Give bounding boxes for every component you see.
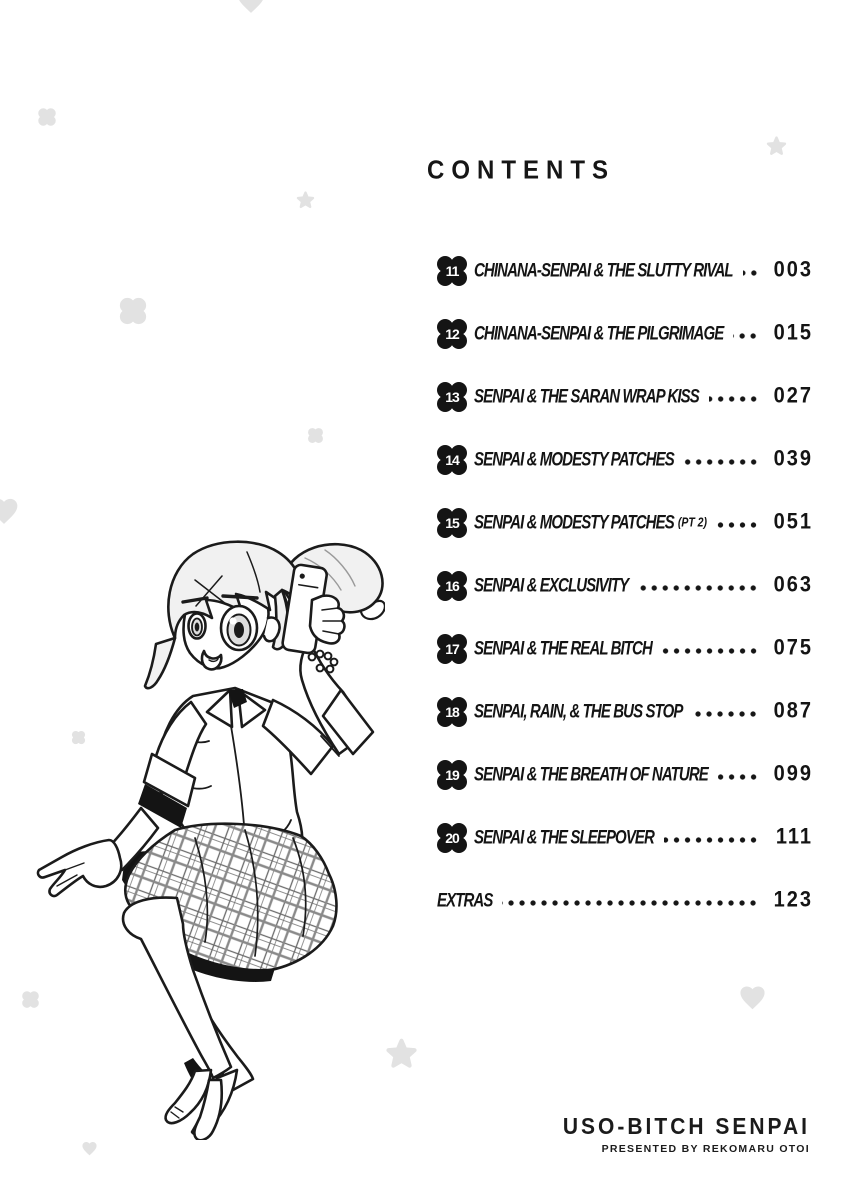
chapter-number: 18 <box>445 703 459 720</box>
leader-dots <box>638 580 759 596</box>
chapter-title: EXTRAS <box>437 889 493 912</box>
leader-dots <box>709 391 759 407</box>
chapter-title: SENPAI & EXCLUSIVITY <box>474 574 629 597</box>
book-credit: PRESENTED BY REKOMARU OTOI <box>601 1143 810 1155</box>
chapter-page-number: 087 <box>773 698 813 724</box>
chapter-number: 20 <box>445 829 459 846</box>
chapter-title-suffix: (PT 2) <box>677 515 707 530</box>
chapter-page-number: 051 <box>773 509 813 535</box>
toc-entry[interactable] <box>437 806 813 869</box>
chapter-title: SENPAI & THE BREATH OF NATURE <box>474 763 708 786</box>
chapter-page-number: 111 <box>775 824 813 850</box>
leader-dots <box>502 895 759 911</box>
leader-dots <box>662 643 759 659</box>
chapter-title: SENPAI & MODESTY PATCHES <box>474 511 674 534</box>
chapter-badge <box>437 760 467 790</box>
toc-entry[interactable] <box>437 743 813 806</box>
star-decoration-icon <box>296 191 315 210</box>
toc-entry[interactable] <box>437 428 813 491</box>
heart-decoration-icon <box>235 0 267 16</box>
chapter-number: 12 <box>445 325 459 342</box>
chapter-page-number: 063 <box>773 572 813 598</box>
clover-decoration-icon <box>37 107 57 127</box>
book-title: USO-BITCH SENPAI <box>562 1114 810 1140</box>
toc-entry[interactable] <box>437 365 813 428</box>
chapter-title: CHINANA-SENPAI & THE PILGRIMAGE <box>474 322 724 345</box>
toc-entry[interactable] <box>437 617 813 680</box>
heart-decoration-icon <box>738 983 767 1012</box>
chapter-badge <box>437 571 467 601</box>
chapter-page-number: 003 <box>773 257 813 283</box>
chapter-page-number: 099 <box>773 761 813 787</box>
chapter-badge <box>437 823 467 853</box>
chapter-number: 19 <box>445 766 459 783</box>
chapter-number: 14 <box>445 451 459 468</box>
leader-dots <box>718 769 759 785</box>
chapter-badge <box>437 634 467 664</box>
chapter-badge <box>437 508 467 538</box>
heart-decoration-icon <box>81 1140 98 1157</box>
leader-dots <box>664 832 759 848</box>
character-illustration <box>25 540 385 1140</box>
toc-entry[interactable] <box>437 869 813 932</box>
leader-dots <box>733 328 759 344</box>
leader-dots <box>717 517 759 533</box>
chapter-title: SENPAI & MODESTY PATCHES <box>474 448 674 471</box>
leader-dots <box>743 265 759 281</box>
chapter-title: SENPAI, RAIN, & THE BUS STOP <box>474 700 683 723</box>
chapter-page-number: 123 <box>773 887 813 913</box>
leader-dots <box>692 706 759 722</box>
page-title: CONTENTS <box>427 156 615 186</box>
chapter-number: 11 <box>445 262 459 279</box>
chapter-title: SENPAI & THE SLEEPOVER <box>474 826 654 849</box>
chapter-badge <box>437 445 467 475</box>
clover-decoration-icon <box>307 427 324 444</box>
chapter-badge <box>437 319 467 349</box>
toc-entry[interactable] <box>437 554 813 617</box>
chapter-page-number: 075 <box>773 635 813 661</box>
star-decoration-icon <box>385 1038 418 1071</box>
chapter-number: 16 <box>445 577 459 594</box>
chapter-badge <box>437 382 467 412</box>
toc-entry[interactable] <box>437 491 813 554</box>
chapter-number: 15 <box>445 514 459 531</box>
chapter-page-number: 027 <box>773 383 813 409</box>
toc-entry[interactable] <box>437 302 813 365</box>
chapter-title: CHINANA-SENPAI & THE SLUTTY RIVAL <box>474 259 733 282</box>
toc-entry[interactable] <box>437 239 813 302</box>
chapter-number: 13 <box>445 388 459 405</box>
book-logo <box>563 1114 810 1155</box>
chapter-number: 17 <box>445 640 459 657</box>
chapter-title: SENPAI & THE REAL BITCH <box>474 637 652 660</box>
leader-dots <box>684 454 759 470</box>
chapter-badge <box>437 697 467 727</box>
chapter-badge <box>437 256 467 286</box>
toc-list <box>437 239 813 932</box>
toc-entry[interactable] <box>437 680 813 743</box>
star-decoration-icon <box>766 136 787 157</box>
chapter-page-number: 039 <box>773 446 813 472</box>
clover-decoration-icon <box>118 296 148 326</box>
chapter-title: SENPAI & THE SARAN WRAP KISS <box>474 385 699 408</box>
chapter-page-number: 015 <box>773 320 813 346</box>
heart-decoration-icon <box>0 495 20 527</box>
